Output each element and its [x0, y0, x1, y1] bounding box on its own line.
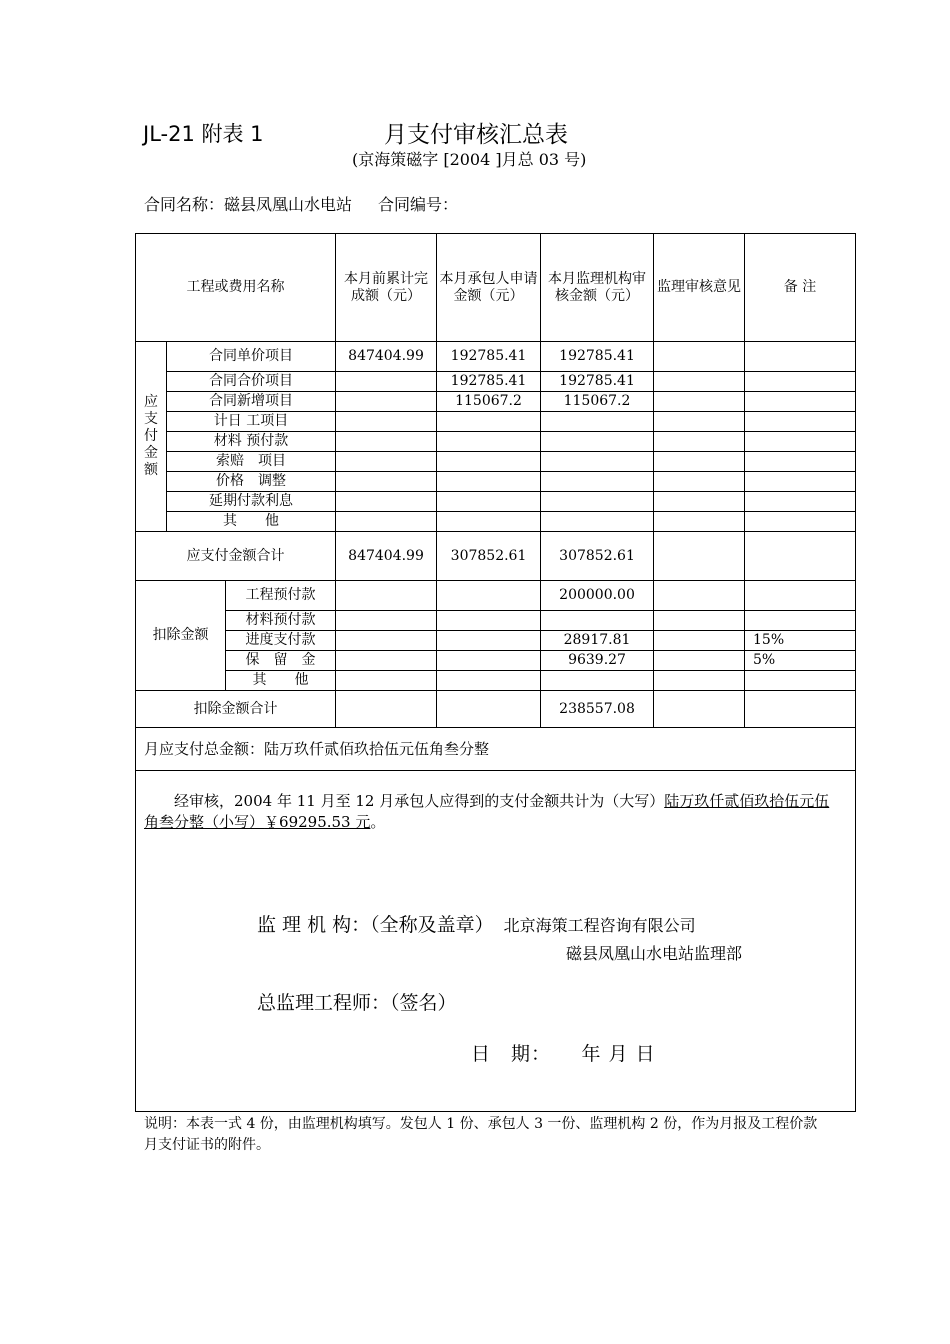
agency-label: 监 理 机 构：（全称及盖章）	[257, 914, 494, 936]
deduct-group-label: 扣除金额	[136, 581, 226, 691]
cell-prev	[336, 581, 437, 611]
cell-remark	[745, 372, 856, 392]
cell-opinion	[654, 631, 745, 651]
item-name: 计日 工项目	[167, 412, 336, 432]
form-code: JL-21 附表 1	[143, 122, 264, 146]
table-row	[136, 392, 856, 412]
table-row	[136, 372, 856, 392]
cell-contractor	[437, 611, 541, 631]
cell-contractor	[437, 412, 541, 432]
cell-prev	[336, 412, 437, 432]
payable-group-label: 应支付金额	[136, 342, 167, 532]
cell-opinion	[654, 581, 745, 611]
chief-engineer-signature: 总监理工程师：（签名）	[257, 992, 457, 1014]
cell-prev	[336, 372, 437, 392]
cell-supervisor	[541, 432, 654, 452]
agency-signature-line	[257, 914, 696, 936]
cell-contractor	[437, 651, 541, 671]
cell-remark	[745, 532, 856, 581]
cell-supervisor	[541, 472, 654, 492]
table-row	[136, 452, 856, 472]
cell-supervisor: 200000.00	[541, 581, 654, 611]
cell-supervisor: 9639.27	[541, 651, 654, 671]
item-name: 其 他	[226, 671, 336, 691]
cell-supervisor: 238557.08	[541, 691, 654, 728]
cell-remark	[745, 512, 856, 532]
cell-opinion	[654, 412, 745, 432]
table-row	[136, 651, 856, 671]
amount-in-figures: ￥69295.53 元	[264, 813, 371, 831]
item-name: 索赔 项目	[167, 452, 336, 472]
cell-remark	[745, 412, 856, 432]
cell-prev	[336, 671, 437, 691]
footnote: 说明：本表一式 4 份，由监理机构填写。发包人 1 份、承包人 3 一份、监理机构 2 份，作为月报及工程价款月支付证书的附件。	[144, 1116, 818, 1153]
deduct-total-label: 扣除金额合计	[136, 691, 336, 728]
table-row	[136, 492, 856, 512]
cell-supervisor	[541, 412, 654, 432]
deduct-total-row	[136, 691, 856, 728]
cell-supervisor	[541, 611, 654, 631]
cell-remark	[745, 581, 856, 611]
cell-prev	[336, 631, 437, 651]
payable-total-row	[136, 532, 856, 581]
cell-contractor	[437, 512, 541, 532]
cell-opinion	[654, 671, 745, 691]
cell-opinion	[654, 392, 745, 412]
cell-opinion	[654, 472, 745, 492]
table-row	[136, 581, 856, 611]
cell-contractor	[437, 671, 541, 691]
item-name: 合同新增项目	[167, 392, 336, 412]
header-item: 工程或费用名称	[136, 234, 336, 342]
amount-in-words: 陆万玖仟贰佰玖拾伍元伍角叁分整	[144, 792, 830, 831]
cell-opinion	[654, 532, 745, 581]
cell-remark	[745, 342, 856, 372]
cell-supervisor	[541, 671, 654, 691]
cell-contractor: 115067.2	[437, 392, 541, 412]
table-row	[136, 412, 856, 432]
review-section	[136, 771, 856, 1112]
table-row	[136, 512, 856, 532]
cell-opinion	[654, 452, 745, 472]
cell-remark	[745, 611, 856, 631]
cell-remark	[745, 452, 856, 472]
item-name: 合同合价项目	[167, 372, 336, 392]
payment-summary-table	[135, 233, 856, 1112]
table-row	[136, 611, 856, 631]
cell-supervisor	[541, 492, 654, 512]
cell-remark	[745, 492, 856, 512]
cell-contractor: 192785.41	[437, 372, 541, 392]
monthly-total-row	[136, 728, 856, 771]
cell-opinion	[654, 342, 745, 372]
cell-opinion	[654, 372, 745, 392]
cell-contractor	[437, 691, 541, 728]
cell-prev	[336, 472, 437, 492]
agency-department: 磁县凤凰山水电站监理部	[566, 944, 743, 963]
cell-supervisor: 28917.81	[541, 631, 654, 651]
date-field: 日 期： 年 月 日	[471, 1043, 656, 1065]
cell-supervisor: 115067.2	[541, 392, 654, 412]
cell-contractor	[437, 631, 541, 651]
cell-supervisor: 192785.41	[541, 372, 654, 392]
table-row	[136, 432, 856, 452]
table-row	[136, 671, 856, 691]
header-remark: 备 注	[745, 234, 856, 342]
cell-prev	[336, 452, 437, 472]
contract-info	[144, 192, 458, 215]
cell-prev: 847404.99	[336, 532, 437, 581]
contract-number: 合同编号：	[378, 195, 459, 214]
cell-opinion	[654, 432, 745, 452]
cell-prev	[336, 651, 437, 671]
cell-prev	[336, 492, 437, 512]
cell-supervisor: 192785.41	[541, 342, 654, 372]
cell-prev	[336, 392, 437, 412]
cell-contractor: 192785.41	[437, 342, 541, 372]
cell-prev	[336, 611, 437, 631]
cell-remark	[745, 472, 856, 492]
header-supervisor-amount: 本月监理机构审核金额（元）	[541, 234, 654, 342]
item-name: 合同单价项目	[167, 342, 336, 372]
item-name: 工程预付款	[226, 581, 336, 611]
cell-supervisor: 307852.61	[541, 532, 654, 581]
item-name: 其 他	[167, 512, 336, 532]
review-statement	[144, 791, 844, 833]
cell-contractor	[437, 472, 541, 492]
item-name: 材料 预付款	[167, 432, 336, 452]
cell-opinion	[654, 611, 745, 631]
item-name: 延期付款利息	[167, 492, 336, 512]
table-row	[136, 472, 856, 492]
header-row	[136, 234, 856, 342]
cell-prev	[336, 691, 437, 728]
cell-contractor	[437, 452, 541, 472]
table-row	[136, 631, 856, 651]
item-name: 价格 调整	[167, 472, 336, 492]
cell-prev	[336, 432, 437, 452]
item-name: 材料预付款	[226, 611, 336, 631]
table-row	[136, 342, 856, 372]
cell-supervisor	[541, 512, 654, 532]
review-row	[136, 771, 856, 1112]
header-prev-total: 本月前累计完成额（元）	[336, 234, 437, 342]
document-number: (京海策磁字 [2004 ]月总 03 号)	[352, 150, 587, 169]
cell-opinion	[654, 691, 745, 728]
cell-contractor: 307852.61	[437, 532, 541, 581]
cell-prev	[336, 512, 437, 532]
cell-remark	[745, 432, 856, 452]
item-name: 保 留 金	[226, 651, 336, 671]
cell-contractor	[437, 581, 541, 611]
cell-remark: 15%	[745, 631, 856, 651]
cell-opinion	[654, 492, 745, 512]
cell-remark	[745, 392, 856, 412]
header-opinion: 监理审核意见	[654, 234, 745, 342]
monthly-total-amount: 月应支付总金额：陆万玖仟贰佰玖拾伍元伍角叁分整	[136, 728, 856, 771]
cell-opinion	[654, 512, 745, 532]
agency-name: 北京海策工程咨询有限公司	[503, 916, 696, 935]
cell-remark	[745, 691, 856, 728]
header-contractor-amount: 本月承包人申请金额（元）	[437, 234, 541, 342]
payable-total-label: 应支付金额合计	[136, 532, 336, 581]
cell-contractor	[437, 492, 541, 512]
cell-remark: 5%	[745, 651, 856, 671]
cell-supervisor	[541, 452, 654, 472]
page-title: 月支付审核汇总表	[384, 122, 568, 148]
cell-prev: 847404.99	[336, 342, 437, 372]
contract-name: 合同名称：磁县凤凰山水电站	[144, 195, 353, 214]
review-text-prefix: 经审核，2004 年 11 月至 12 月承包人应得到的支付金额共计为（大写）	[174, 792, 665, 810]
cell-opinion	[654, 651, 745, 671]
cell-remark	[745, 671, 856, 691]
item-name: 进度支付款	[226, 631, 336, 651]
cell-contractor	[437, 432, 541, 452]
review-text-suffix: 。	[370, 813, 386, 831]
review-text-middle: （小写）	[204, 813, 265, 831]
